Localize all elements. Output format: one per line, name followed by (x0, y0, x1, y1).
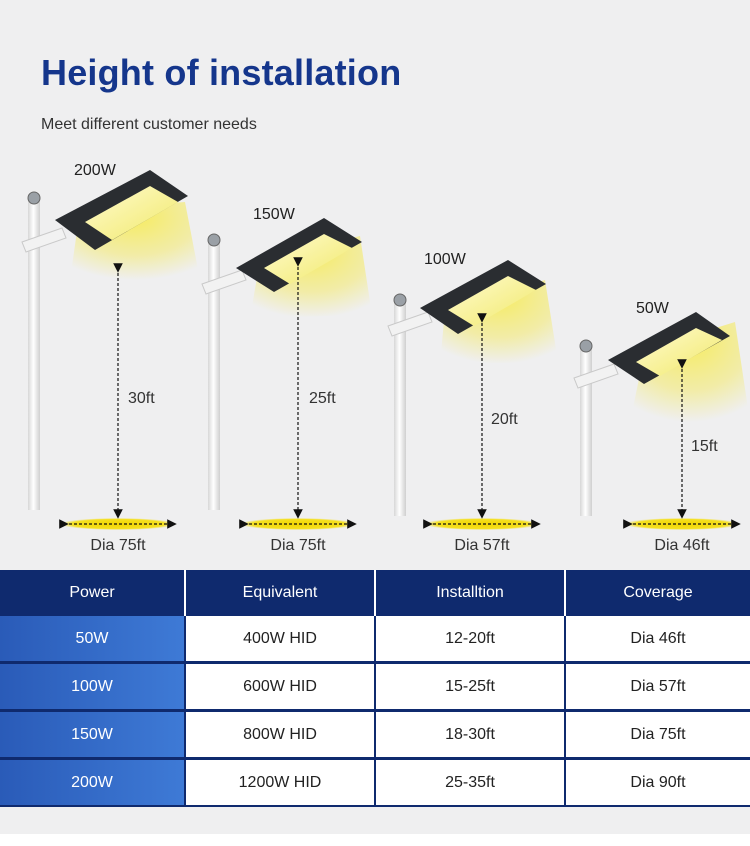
light-height-label: 15ft (691, 438, 718, 455)
floor-light (624, 518, 740, 530)
cell-installation: 25-35ft (376, 760, 566, 807)
light-diameter-label: Dia 75ft (270, 537, 326, 554)
street-light-200w (22, 162, 200, 554)
light-power-label: 150W (253, 206, 295, 223)
cell-installation: 12-20ft (376, 616, 566, 664)
bottom-strip (0, 834, 750, 846)
cell-equivalent: 1200W HID (186, 760, 376, 807)
cell-power: 200W (0, 760, 186, 807)
cell-coverage: Dia 75ft (566, 712, 750, 760)
cell-equivalent: 600W HID (186, 664, 376, 712)
light-power-label: 100W (424, 251, 466, 268)
cell-equivalent: 800W HID (186, 712, 376, 760)
light-diameter-label: Dia 75ft (90, 537, 146, 554)
pole-cap (394, 294, 406, 306)
floor-light (424, 518, 540, 530)
column-header-installation: Installtion (376, 570, 566, 616)
spec-table (0, 570, 750, 807)
light-diameter-label: Dia 57ft (454, 537, 510, 554)
light-height-label: 30ft (128, 390, 155, 407)
cell-coverage: Dia 46ft (566, 616, 750, 664)
light-power-label: 200W (74, 162, 116, 179)
cell-power: 150W (0, 712, 186, 760)
light-diameter-label: Dia 46ft (654, 537, 710, 554)
table-row (0, 664, 750, 712)
light-height-label: 20ft (491, 411, 518, 428)
pole-cap (208, 234, 220, 246)
column-header-coverage: Coverage (566, 570, 750, 616)
cell-installation: 15-25ft (376, 664, 566, 712)
floor-light (240, 518, 356, 530)
page-subtitle: Meet different customer needs (41, 116, 257, 133)
cell-coverage: Dia 90ft (566, 760, 750, 807)
column-header-equivalent: Equivalent (186, 570, 376, 616)
street-light-100w (388, 251, 558, 554)
cell-power: 50W (0, 616, 186, 664)
table-row (0, 616, 750, 664)
table-row (0, 712, 750, 760)
column-header-power: Power (0, 570, 186, 616)
pole-cap (580, 340, 592, 352)
cell-installation: 18-30ft (376, 712, 566, 760)
cell-equivalent: 400W HID (186, 616, 376, 664)
installation-illustration (0, 150, 750, 560)
cell-coverage: Dia 57ft (566, 664, 750, 712)
floor-light (60, 518, 176, 530)
street-light-50w (574, 300, 750, 554)
table-header-row (0, 570, 750, 616)
table-row (0, 760, 750, 807)
page-title: Height of installation (41, 52, 402, 93)
light-power-label: 50W (636, 300, 669, 317)
pole-cap (28, 192, 40, 204)
cell-power: 100W (0, 664, 186, 712)
street-light-150w (202, 206, 372, 554)
light-height-label: 25ft (309, 390, 336, 407)
